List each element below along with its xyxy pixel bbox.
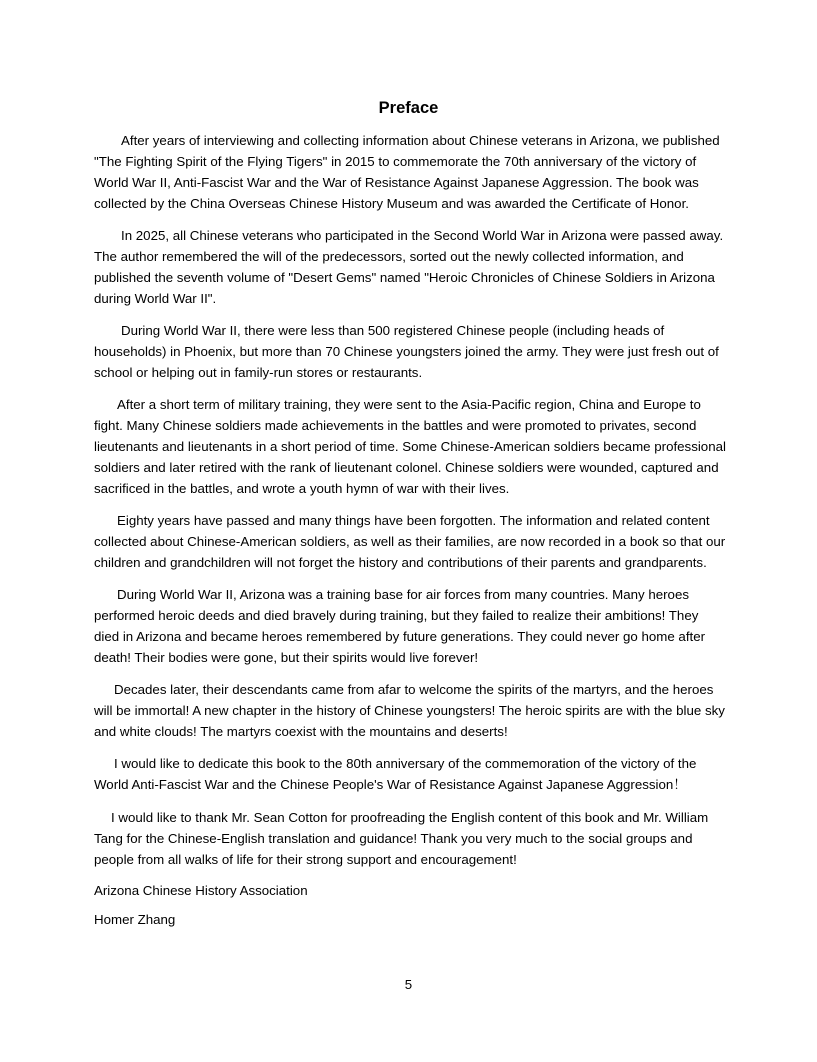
page-number: 5 (404, 977, 413, 992)
paragraph-2: In 2025, all Chinese veterans who participated in the Second World War in Arizona were passed away. The author remembered the will of the predecessors, sorted out the newly collected information, and published the seventh volume of "Desert Gems" named "Heroic Chronicles of Chinese Soldiers in Arizona during World War II". (94, 228, 724, 306)
paragraph-5: Eighty years have passed and many things have been forgotten. The information and related content collected about Chinese-American soldiers, as well as their families, are now recorded in a book so that our children and grandchildren will not forget the history and contributions of their parents and grandparents. (94, 513, 726, 570)
paragraph-1: After years of interviewing and collecting information about Chinese veterans in Arizona, we published "The Fighting Spirit of the Flying Tigers" in 2015 to commemorate the 70th anniversary of the victory of World War II, Anti-Fascist War and the War of Resistance Against Japanese Aggression. The book was collected by the China Overseas Chinese History Museum and was awarded the Certificate of Honor. (94, 133, 720, 211)
paragraph-4: After a short term of military training, they were sent to the Asia-Pacific region, China and Europe to fight. Many Chinese soldiers made achievements in the battles and were promoted to privates, second lieutenants and lieutenants in a short period of time. Some Chinese-American soldiers became professional soldiers and later retired with the rank of lieutenant colonel. Chinese soldiers were wounded, captured and sacrificed in the battles, and wrote a youth hymn of war with their lives. (94, 397, 726, 496)
preface-body (94, 130, 726, 938)
page-title: Preface (378, 99, 439, 117)
signature-organization: Arizona Chinese History Association (94, 883, 308, 898)
paragraph-3: During World War II, there were less than 500 registered Chinese people (including heads of households) in Phoenix, but more than 70 Chinese youngsters joined the army. They were just fresh out of school or helping out in family-run stores or restaurants. (94, 323, 719, 380)
paragraph-9: I would like to thank Mr. Sean Cotton for proofreading the English content of this book and Mr. William Tang for the Chinese-English translation and guidance! Thank you very much to the social groups and people from all walks of life for their strong support and encouragement! (94, 810, 709, 867)
signature-name: Homer Zhang (94, 912, 176, 927)
paragraph-7: Decades later, their descendants came from afar to welcome the spirits of the martyrs, and the heroes will be immortal! A new chapter in the history of Chinese youngsters! The heroic spirits are with the blue sky and white clouds! The martyrs coexist with the mountains and deserts! (94, 682, 725, 739)
paragraph-8: I would like to dedicate this book to the 80th anniversary of the commemoration of the victory of the World Anti-Fascist War and the Chinese People's War of Resistance Against Japanese Aggression！ (94, 756, 697, 792)
paragraph-6: During World War II, Arizona was a training base for air forces from many countries. Many heroes performed heroic deeds and died bravely during training, but they failed to realize their ambitions! They died in Arizona and became heroes remembered by future generations. They could never go home after death! Their bodies were gone, but their spirits would live forever! (94, 587, 706, 665)
